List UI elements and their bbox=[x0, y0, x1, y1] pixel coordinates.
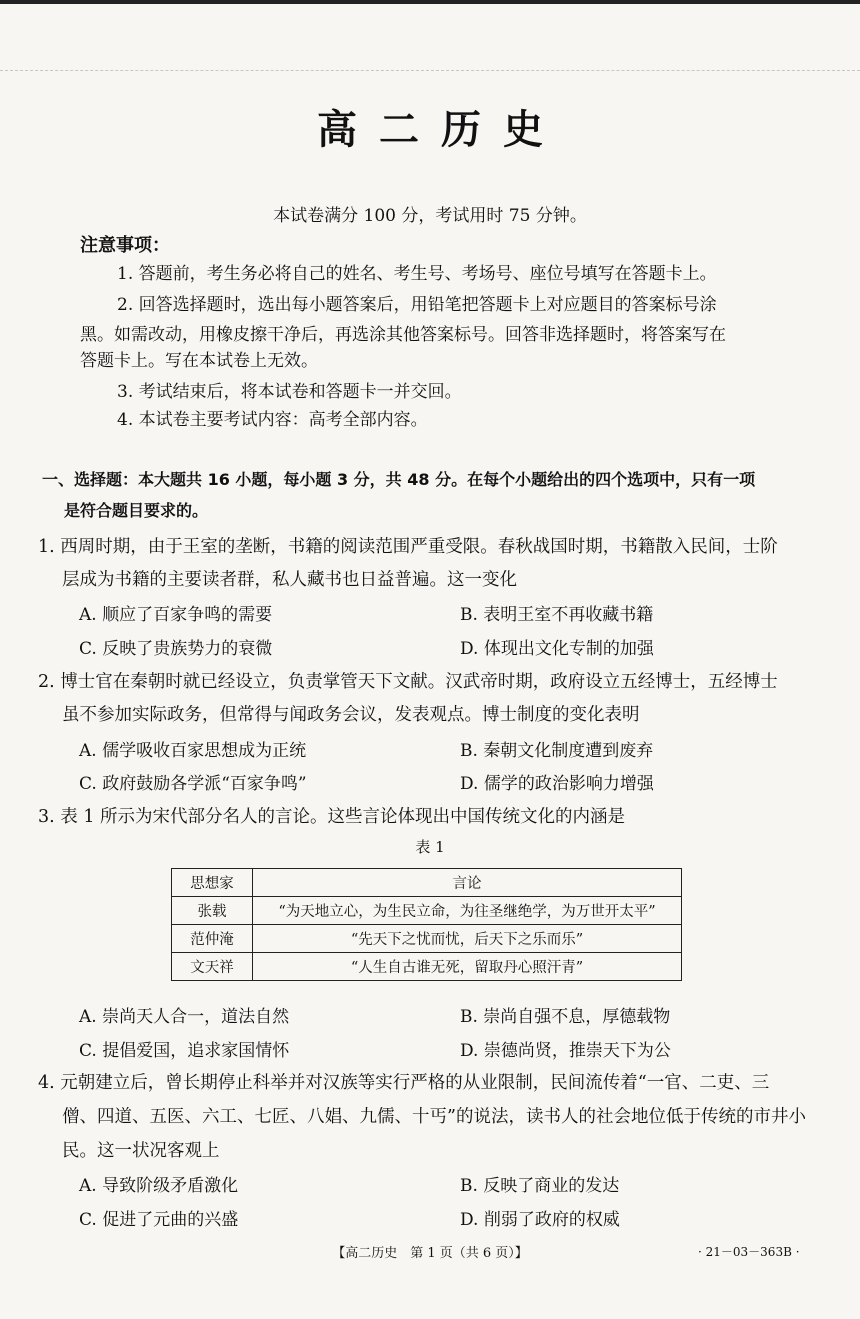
paper-code: · 21－03－363B · bbox=[698, 1245, 800, 1259]
question-3-option-c[interactable]: C. 提倡爱国，追求家国情怀 bbox=[79, 1041, 290, 1061]
table-cell-thinker: 文天祥 bbox=[172, 953, 253, 981]
question-2-option-d[interactable]: D. 儒学的政治影响力增强 bbox=[460, 774, 654, 794]
notice-heading: 注意事项： bbox=[80, 235, 170, 256]
question-3-option-d[interactable]: D. 崇德尚贤，推崇天下为公 bbox=[460, 1041, 671, 1061]
table-cell-thinker: 张载 bbox=[172, 897, 253, 925]
table-row bbox=[172, 953, 682, 981]
fold-line bbox=[0, 70, 860, 71]
question-2-line-1: 2. 博士官在秦朝时就已经设立，负责掌管天下文献。汉武帝时期，政府设立五经博士，五经博士 bbox=[38, 672, 778, 692]
question-1-line-1: 1. 西周时期，由于王室的垄断，书籍的阅读范围严重受限。春秋战国时期，书籍散入民间，士阶 bbox=[38, 537, 778, 557]
notice-item-4: 4. 本试卷主要考试内容：高考全部内容。 bbox=[117, 410, 428, 430]
notice-item-2-line-1: 2. 回答选择题时，选出每小题答案后，用铅笔把答题卡上对应题目的答案标号涂 bbox=[117, 295, 717, 315]
notice-item-2-line-2: 黑。如需改动，用橡皮擦干净后，再选涂其他答案标号。回答非选择题时，将答案写在 bbox=[80, 325, 726, 345]
table-cell-quote: “先天下之忧而忧，后天下之乐而乐” bbox=[253, 925, 682, 953]
table-cell-quote: “人生自古谁无死，留取丹心照汗青” bbox=[253, 953, 682, 981]
question-4-option-d[interactable]: D. 削弱了政府的权威 bbox=[460, 1210, 620, 1230]
table-header-cell: 言论 bbox=[253, 869, 682, 897]
table-cell-quote: “为天地立心，为生民立命，为往圣继绝学，为万世开太平” bbox=[253, 897, 682, 925]
table-header-cell: 思想家 bbox=[172, 869, 253, 897]
table-row bbox=[172, 897, 682, 925]
scan-top-edge bbox=[0, 0, 860, 4]
question-3-option-b[interactable]: B. 崇尚自强不息，厚德载物 bbox=[460, 1007, 671, 1027]
question-2-option-b[interactable]: B. 秦朝文化制度遭到废弃 bbox=[460, 741, 654, 761]
question-3-line-1: 3. 表 1 所示为宋代部分名人的言论。这些言论体现出中国传统文化的内涵是 bbox=[38, 807, 626, 827]
quotes-table bbox=[171, 868, 682, 981]
question-1-line-2: 层成为书籍的主要读者群，私人藏书也日益普遍。这一变化 bbox=[62, 570, 517, 590]
table-row bbox=[172, 925, 682, 953]
question-1-option-d[interactable]: D. 体现出文化专制的加强 bbox=[460, 639, 654, 659]
notice-item-2-line-3: 答题卡上。写在本试卷上无效。 bbox=[80, 351, 318, 371]
section-heading-line-1: 一、选择题：本大题共 16 小题，每小题 3 分，共 48 分。在每个小题给出的四个选项中，只有一项 bbox=[42, 470, 756, 489]
question-1-option-c[interactable]: C. 反映了贵族势力的衰微 bbox=[79, 639, 273, 659]
question-2-option-c[interactable]: C. 政府鼓励各学派“百家争鸣” bbox=[79, 774, 307, 794]
table-header-row bbox=[172, 869, 682, 897]
question-4-option-a[interactable]: A. 导致阶级矛盾激化 bbox=[79, 1176, 239, 1196]
section-heading-line-2: 是符合题目要求的。 bbox=[64, 501, 209, 520]
question-4-option-b[interactable]: B. 反映了商业的发达 bbox=[460, 1176, 620, 1196]
question-1-option-b[interactable]: B. 表明王室不再收藏书籍 bbox=[460, 605, 654, 625]
question-4-line-1: 4. 元朝建立后，曾长期停止科举并对汉族等实行严格的从业限制，民间流传着“一官、二吏、三 bbox=[38, 1073, 770, 1093]
page-footer: 【高二历史 第 1 页（共 6 页）】 bbox=[332, 1246, 528, 1261]
page-title: 高二历史 bbox=[317, 107, 565, 153]
question-4-option-c[interactable]: C. 促进了元曲的兴盛 bbox=[79, 1210, 239, 1230]
question-4-line-2: 僧、四道、五医、六工、七匠、八娼、九儒、十丐”的说法，读书人的社会地位低于传统的市井小 bbox=[62, 1107, 806, 1127]
table-caption: 表 1 bbox=[415, 838, 445, 856]
question-2-option-a[interactable]: A. 儒学吸收百家思想成为正统 bbox=[79, 741, 307, 761]
question-1-option-a[interactable]: A. 顺应了百家争鸣的需要 bbox=[79, 605, 273, 625]
notice-item-1: 1. 答题前，考生务必将自己的姓名、考生号、考场号、座位号填写在答题卡上。 bbox=[117, 264, 717, 284]
question-4-line-3: 民。这一状况客观上 bbox=[62, 1141, 220, 1161]
question-2-line-2: 虽不参加实际政务，但常得与闻政务会议，发表观点。博士制度的变化表明 bbox=[62, 705, 640, 725]
notice-item-3: 3. 考试结束后，将本试卷和答题卡一并交回。 bbox=[117, 382, 462, 402]
question-3-option-a[interactable]: A. 崇尚天人合一，道法自然 bbox=[79, 1007, 290, 1027]
table-cell-thinker: 范仲淹 bbox=[172, 925, 253, 953]
exam-intro: 本试卷满分 100 分，考试用时 75 分钟。 bbox=[273, 206, 587, 226]
